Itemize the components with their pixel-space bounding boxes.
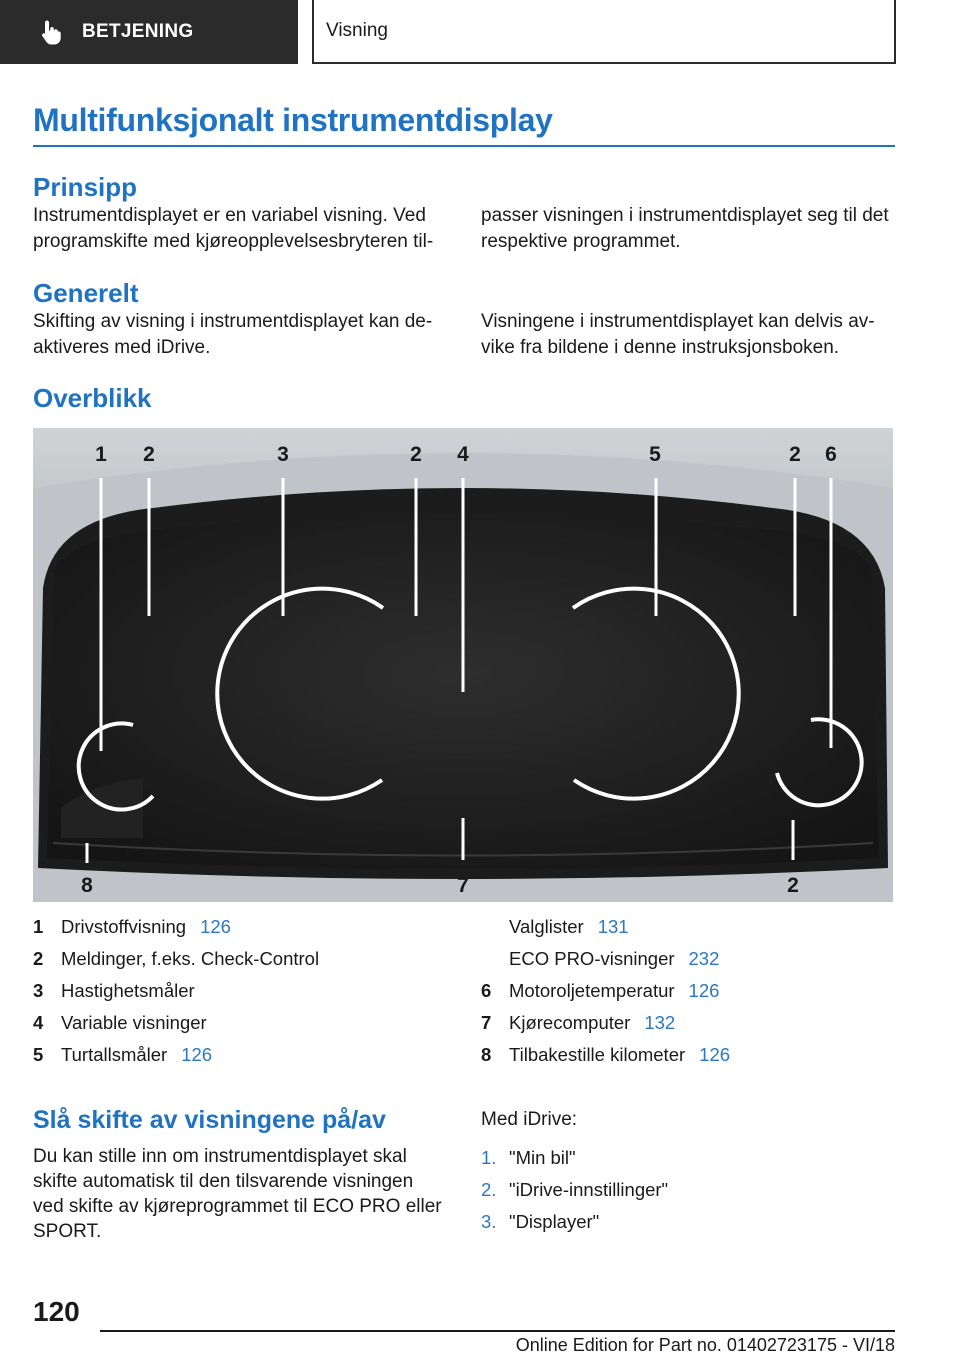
callout-3: 3 — [277, 443, 289, 466]
skifte-body-line-2: skifte automatisk til den tilsvarende visningen — [33, 1171, 414, 1192]
subsection-label: Visning — [326, 20, 388, 41]
footer-edition: Online Edition for Part no. 01402723175 - VI/18 — [515, 1335, 895, 1355]
skifte-body-line-4: SPORT. — [33, 1221, 102, 1242]
page-ref-link[interactable]: 126 — [699, 1044, 731, 1065]
skifte-heading: Slå skifte av visningene på/av — [33, 1106, 386, 1134]
generelt-left-line-1: Skifting av visning i instrumentdisplayet kan de- — [33, 311, 433, 332]
prinsipp-left-line-1: Instrumentdisplayet er en variabel visning. Ved — [33, 205, 426, 226]
callout-8: 8 — [81, 874, 93, 897]
page-number: 120 — [33, 1296, 80, 1327]
callout-2c: 2 — [789, 443, 801, 466]
page-ref-link[interactable]: 131 — [597, 916, 629, 937]
footer-rule — [100, 1330, 895, 1332]
page-ref-link[interactable]: 126 — [688, 980, 720, 1001]
idrive-intro: Med iDrive: — [481, 1109, 578, 1130]
generelt-right-line-1: Visningene i instrumentdisplayet kan delvis av- — [481, 311, 875, 332]
callout-2a: 2 — [143, 443, 155, 466]
generelt-right-line-2: vike fra bildene i denne instruksjonsboken. — [481, 337, 840, 358]
prinsipp-left-line-2: programskifte med kjøreopplevelsesbryteren til- — [33, 231, 434, 252]
page-ref-link[interactable]: 132 — [644, 1012, 676, 1033]
generelt-heading: Generelt — [33, 278, 139, 308]
callout-7: 7 — [457, 874, 469, 897]
prinsipp-right-line-1: passer visningen i instrumentdisplayet seg til det — [481, 205, 889, 226]
section-label: BETJENING — [82, 21, 194, 42]
overblikk-heading: Overblikk — [33, 383, 152, 413]
page-ref-link[interactable]: 126 — [181, 1044, 213, 1065]
callout-5: 5 — [649, 443, 661, 466]
instrument-cluster-illustration — [33, 428, 893, 902]
callout-1: 1 — [95, 443, 107, 466]
callout-2d: 2 — [787, 874, 799, 897]
section-tab — [0, 0, 298, 64]
page-title: Multifunksjonalt instrumentdisplay — [33, 102, 553, 138]
callout-2b: 2 — [410, 443, 422, 466]
page-ref-link[interactable]: 126 — [200, 916, 231, 937]
skifte-body-line-3: ved skifte av kjøreprogrammet til ECO PRO eller — [33, 1196, 442, 1217]
subsection-tab — [312, 0, 896, 64]
page-ref-link[interactable]: 232 — [688, 948, 720, 969]
generelt-left-line-2: aktiveres med iDrive. — [33, 337, 211, 358]
hand-pointer-icon — [40, 19, 64, 45]
prinsipp-right-line-2: respektive programmet. — [481, 231, 681, 252]
prinsipp-heading: Prinsipp — [33, 172, 138, 202]
callout-6: 6 — [825, 443, 837, 466]
title-rule — [33, 145, 895, 147]
callout-4: 4 — [457, 443, 469, 466]
skifte-body-line-1: Du kan stille inn om instrumentdisplayet skal — [33, 1146, 407, 1167]
